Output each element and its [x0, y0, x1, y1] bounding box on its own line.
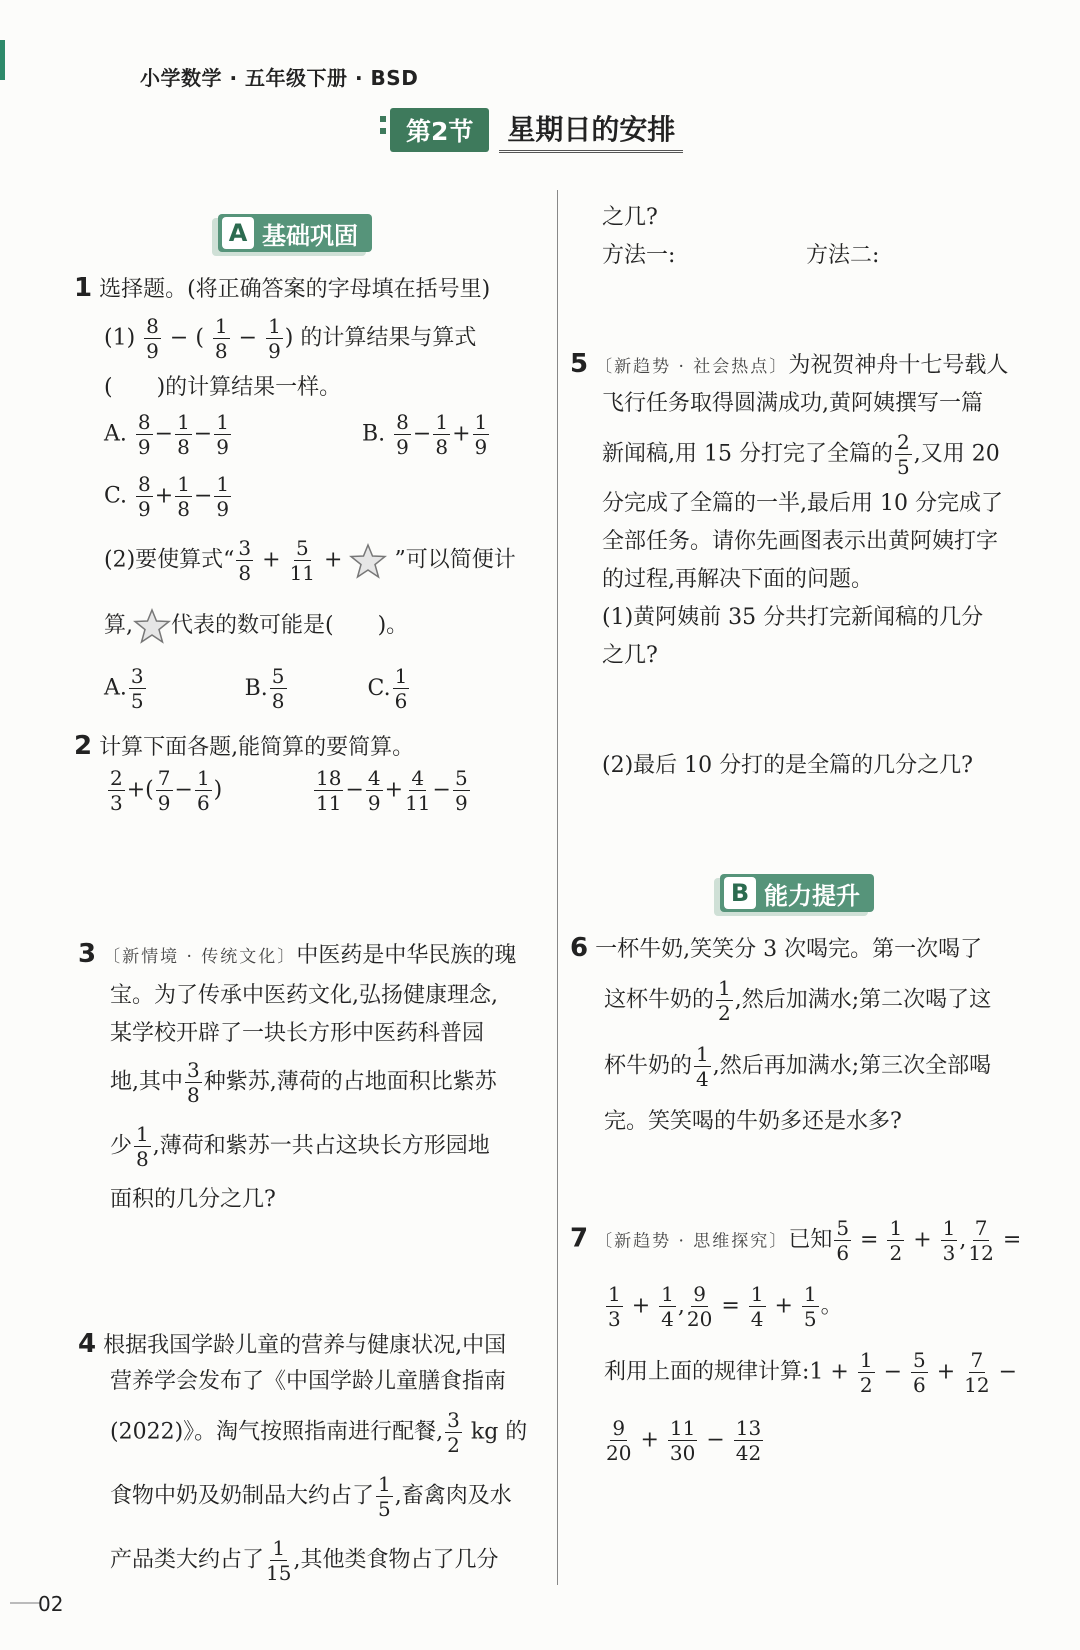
- q6-line3: [604, 1044, 991, 1089]
- q1-sub2-text2: ”可以简便计: [394, 547, 516, 573]
- q4-text: 根据我国学龄儿童的营养与健康状况,中国: [103, 1333, 507, 1358]
- fraction: $\frac{1}{6}$: [196, 766, 210, 815]
- q1-sub2-text4: 代表的数可能是( )。: [171, 613, 409, 638]
- option-label: C.: [104, 483, 128, 509]
- fraction: $\frac{1}{2}$: [859, 1348, 873, 1397]
- q1-sub2-line2: [104, 608, 408, 644]
- q5-tag: 〔新趋势 · 社会热点〕: [595, 357, 789, 377]
- q1-sub2-text: (2)要使算式“: [104, 547, 235, 573]
- q1-option-a: A. $\frac{8}{9}$ − $\frac{1}{8}$ − $\frac{1}{9}$: [104, 410, 229, 459]
- fraction: $\frac{1}{15}$: [266, 1536, 292, 1585]
- q3-text: 地,其中: [110, 1069, 183, 1095]
- option-label: B.: [244, 675, 268, 701]
- part-a-letter: A: [222, 217, 254, 249]
- q6-text: 这杯牛奶的: [604, 987, 715, 1013]
- q1-sub1: (1) $\frac{8}{9}$ − ( $\frac{1}{8}$ − $\frac{1}{9}$ ) 的计算结果与算式: [104, 314, 477, 363]
- section-number: 第2节: [390, 108, 489, 152]
- q3-line5: [110, 1124, 490, 1169]
- book-header: 小学数学 · 五年级下册 · BSD: [140, 66, 419, 90]
- q2-text: 计算下面各题,能简算的要简算。: [99, 735, 415, 760]
- q4-line5: [110, 1538, 498, 1583]
- fraction: $\frac{1}{9}$: [268, 314, 281, 363]
- q1-sub1-line2: ( )的计算结果一样。: [104, 375, 342, 400]
- fraction: $\frac{5}{6}$: [913, 1348, 926, 1397]
- fraction: $\frac{7}{12}$: [968, 1216, 994, 1265]
- part-a-label: 基础巩固: [262, 221, 358, 250]
- fraction: $\frac{7}{12}$: [964, 1348, 990, 1397]
- fraction: $\frac{1}{9}$: [474, 410, 488, 459]
- page-dash: [10, 1602, 40, 1604]
- fraction: $\frac{1}{8}$: [177, 410, 190, 459]
- option-label: C.: [367, 675, 391, 701]
- fraction: $\frac{7}{9}$: [157, 766, 171, 815]
- q5-line3: [602, 432, 1000, 477]
- q3-line1: [78, 938, 516, 969]
- section-title: 星期日的安排: [499, 108, 683, 153]
- fraction: $\frac{1}{4}$: [696, 1042, 709, 1091]
- edge-marker: [0, 40, 5, 80]
- q1-sub2-text3: 算,: [104, 613, 133, 638]
- fraction: $\frac{8}{9}$: [146, 314, 159, 363]
- fraction: $\frac{1}{3}$: [608, 1282, 621, 1331]
- q7-line1: 7 〔新趋势 · 思维探究〕已知 $\frac{5}{6}$ = $\frac{1}{2}$ + $\frac{1}{3}$ , $\frac{7}{12}$ =: [570, 1216, 1022, 1265]
- q2-number: 2: [74, 731, 93, 761]
- q3-line2: 宝。为了传承中医药文化,弘扬健康理念,: [110, 983, 498, 1008]
- q3-text: 种紫苏,薄荷的占地面积比紫苏: [203, 1069, 497, 1095]
- fraction: $\frac{1}{4}$: [661, 1282, 674, 1331]
- q6-line2: [604, 978, 991, 1023]
- q3-line3: 某学校开辟了一块长方形中医药科普园: [110, 1021, 485, 1046]
- fraction: $\frac{3}{2}$: [447, 1408, 460, 1457]
- fraction: $\frac{3}{5}$: [130, 664, 144, 713]
- fraction: $\frac{11}{30}$: [669, 1416, 696, 1465]
- section-heading: [390, 108, 683, 152]
- q5-text: 新闻稿,用 15 分打完了全篇的: [602, 441, 893, 467]
- fraction: $\frac{1}{2}$: [718, 976, 731, 1025]
- fraction: $\frac{5}{9}$: [454, 766, 468, 815]
- fraction: $\frac{9}{20}$: [606, 1416, 632, 1465]
- q7-line3: 利用上面的规律计算:1 + $\frac{1}{2}$ − $\frac{5}{6}$ + $\frac{7}{12}$ −: [604, 1348, 1018, 1397]
- q1-sub1-label: (1): [104, 325, 136, 351]
- fraction: $\frac{5}{11}$: [289, 536, 316, 585]
- q5-sub2: (2)最后 10 分打的是全篇的几分之几?: [602, 753, 973, 778]
- fraction: $\frac{8}{9}$: [137, 410, 151, 459]
- q5-line1: [570, 348, 1008, 379]
- fraction: $\frac{4}{11}$: [405, 766, 431, 815]
- q7-text: 利用上面的规律计算:1 +: [604, 1359, 849, 1385]
- part-b-label: 能力提升: [764, 881, 860, 910]
- column-divider: [557, 190, 558, 1585]
- q1-number: 1: [74, 273, 93, 303]
- page-number: 02: [38, 1592, 64, 1616]
- q7-line4: $\frac{9}{20}$ + $\frac{11}{30}$ − $\frac{13}{42}$: [606, 1416, 762, 1465]
- q3-line4: [110, 1060, 497, 1105]
- fraction: $\frac{9}{20}$: [686, 1282, 713, 1331]
- part-b-letter: B: [724, 877, 756, 909]
- q5-text: 为祝贺神舟十七号载人: [788, 353, 1009, 378]
- q5-line6: 的过程,再解决下面的问题。: [602, 567, 873, 592]
- q6-text: 杯牛奶的: [604, 1053, 693, 1079]
- q6-line1: [570, 932, 982, 963]
- part-b-badge: [720, 874, 874, 912]
- q3-line6: 面积的几分之几?: [110, 1187, 276, 1212]
- q5-sub1-line2: 之几?: [602, 643, 658, 668]
- q6-text: ,然后再加满水;第三次全部喝: [712, 1053, 992, 1079]
- q1-option-b: B. $\frac{8}{9}$ − $\frac{1}{8}$ + $\frac{1}{9}$: [362, 410, 488, 459]
- q4-line2: 营养学会发布了《中国学龄儿童膳食指南: [110, 1369, 507, 1394]
- fraction: $\frac{3}{8}$: [238, 536, 252, 585]
- part-a-badge: [218, 214, 372, 252]
- q5-line4: 分完成了全篇的一半,最后用 10 分完成了: [602, 491, 1003, 516]
- q4-text: kg 的: [470, 1419, 528, 1445]
- fraction: $\frac{8}{9}$: [396, 410, 409, 459]
- q7-text: 已知: [788, 1227, 833, 1253]
- q7-number: 7: [570, 1223, 589, 1254]
- option-label: A.: [104, 675, 127, 701]
- q6-text: ,然后加满水;第二次喝了这: [734, 987, 992, 1013]
- q2-expr-2: $\frac{18}{11}$ − $\frac{4}{9}$ + $\frac{4}{11}$ − $\frac{5}{9}$: [316, 766, 468, 815]
- q4-line3: [110, 1410, 527, 1455]
- fraction: $\frac{1}{8}$: [136, 1122, 149, 1171]
- q6-number: 6: [570, 933, 589, 963]
- q2-expr-1: $\frac{2}{3}$ +( $\frac{7}{9}$ − $\frac{1}{6}$ ): [110, 766, 223, 815]
- fraction: $\frac{1}{5}$: [378, 1472, 391, 1521]
- q5-number: 5: [570, 349, 589, 379]
- q6-text: 一杯牛奶,笑笑分 3 次喝完。第一次喝了: [595, 937, 983, 962]
- q3-text: ,薄荷和紫苏一共占这块长方形园地: [152, 1133, 490, 1159]
- q4-number: 4: [78, 1329, 97, 1359]
- fraction: $\frac{2}{5}$: [896, 430, 910, 479]
- fraction: $\frac{1}{9}$: [216, 472, 230, 521]
- fraction: $\frac{1}{4}$: [750, 1282, 764, 1331]
- fraction: $\frac{1}{5}$: [803, 1282, 817, 1331]
- q1-option-c: C. $\frac{8}{9}$ + $\frac{1}{8}$ − $\frac{1}{9}$: [104, 472, 230, 521]
- q4-text: 产品类大约占了: [110, 1547, 265, 1573]
- fraction: $\frac{1}{8}$: [435, 410, 449, 459]
- star-icon: [133, 608, 171, 644]
- q4-line1: [78, 1328, 506, 1359]
- option-label: B.: [362, 421, 386, 447]
- q7-line2: $\frac{1}{3}$ + $\frac{1}{4}$ , $\frac{9}{20}$ = $\frac{1}{4}$ + $\frac{1}{5}$ 。: [608, 1282, 843, 1331]
- fraction: $\frac{8}{9}$: [138, 472, 151, 521]
- q4-text: ,畜禽肉及水: [394, 1483, 512, 1509]
- q4-method-1: 方法一:: [602, 243, 676, 268]
- q4-method-2: 方法二:: [806, 243, 880, 268]
- q5-line5: 全部任务。请你先画图表示出黄阿姨打字: [602, 529, 999, 554]
- q4-line6: 之几?: [602, 205, 658, 230]
- fraction: $\frac{5}{6}$: [836, 1216, 850, 1265]
- fraction: $\frac{1}{2}$: [889, 1216, 903, 1265]
- q6-line4: 完。笑笑喝的牛奶多还是水多?: [604, 1109, 902, 1134]
- fraction: $\frac{1}{6}$: [394, 664, 408, 713]
- fraction: $\frac{13}{42}$: [735, 1416, 762, 1465]
- q4-line4: [110, 1474, 512, 1519]
- q4-text: (2022)》。淘气按照指南进行配餐,: [110, 1419, 444, 1445]
- fraction: $\frac{1}{8}$: [214, 314, 228, 363]
- q4-text: 食物中奶及奶制品大约占了: [110, 1483, 375, 1509]
- fraction: $\frac{1}{3}$: [942, 1216, 956, 1265]
- q5-text: ,又用 20: [913, 441, 1000, 467]
- q1-sub2-options: [104, 666, 411, 711]
- fraction: $\frac{2}{3}$: [110, 766, 123, 815]
- q3-number: 3: [78, 939, 97, 969]
- fraction: $\frac{4}{9}$: [367, 766, 381, 815]
- fraction: $\frac{3}{8}$: [187, 1058, 200, 1107]
- fraction: $\frac{1}{9}$: [216, 410, 229, 459]
- star-icon: [349, 543, 387, 579]
- q1-sub2: (2)要使算式“ $\frac{3}{8}$ + $\frac{5}{11}$ + ”可以简便计: [104, 536, 516, 585]
- q1-stem: [74, 272, 490, 303]
- q3-tag: 〔新情境 · 传统文化〕: [103, 947, 297, 967]
- q5-line2: 飞行任务取得圆满成功,黄阿姨撰写一篇: [602, 391, 983, 416]
- q1-sub1-text: 的计算结果与算式: [300, 325, 477, 351]
- fraction: $\frac{18}{11}$: [316, 766, 342, 815]
- q3-text: 少: [110, 1133, 133, 1159]
- fraction: $\frac{1}{8}$: [177, 472, 190, 521]
- q1-text: 选择题。(将正确答案的字母填在括号里): [99, 277, 491, 302]
- fraction: $\frac{5}{8}$: [271, 664, 285, 713]
- q5-sub1: (1)黄阿姨前 35 分共打完新闻稿的几分: [602, 605, 984, 630]
- q4-text: ,其他类食物占了几分: [293, 1547, 499, 1573]
- q7-tag: 〔新趋势 · 思维探究〕: [595, 1231, 789, 1252]
- option-label: A.: [104, 421, 127, 447]
- q3-text: 中医药是中华民族的瑰: [296, 943, 517, 968]
- q2-stem: [74, 730, 414, 761]
